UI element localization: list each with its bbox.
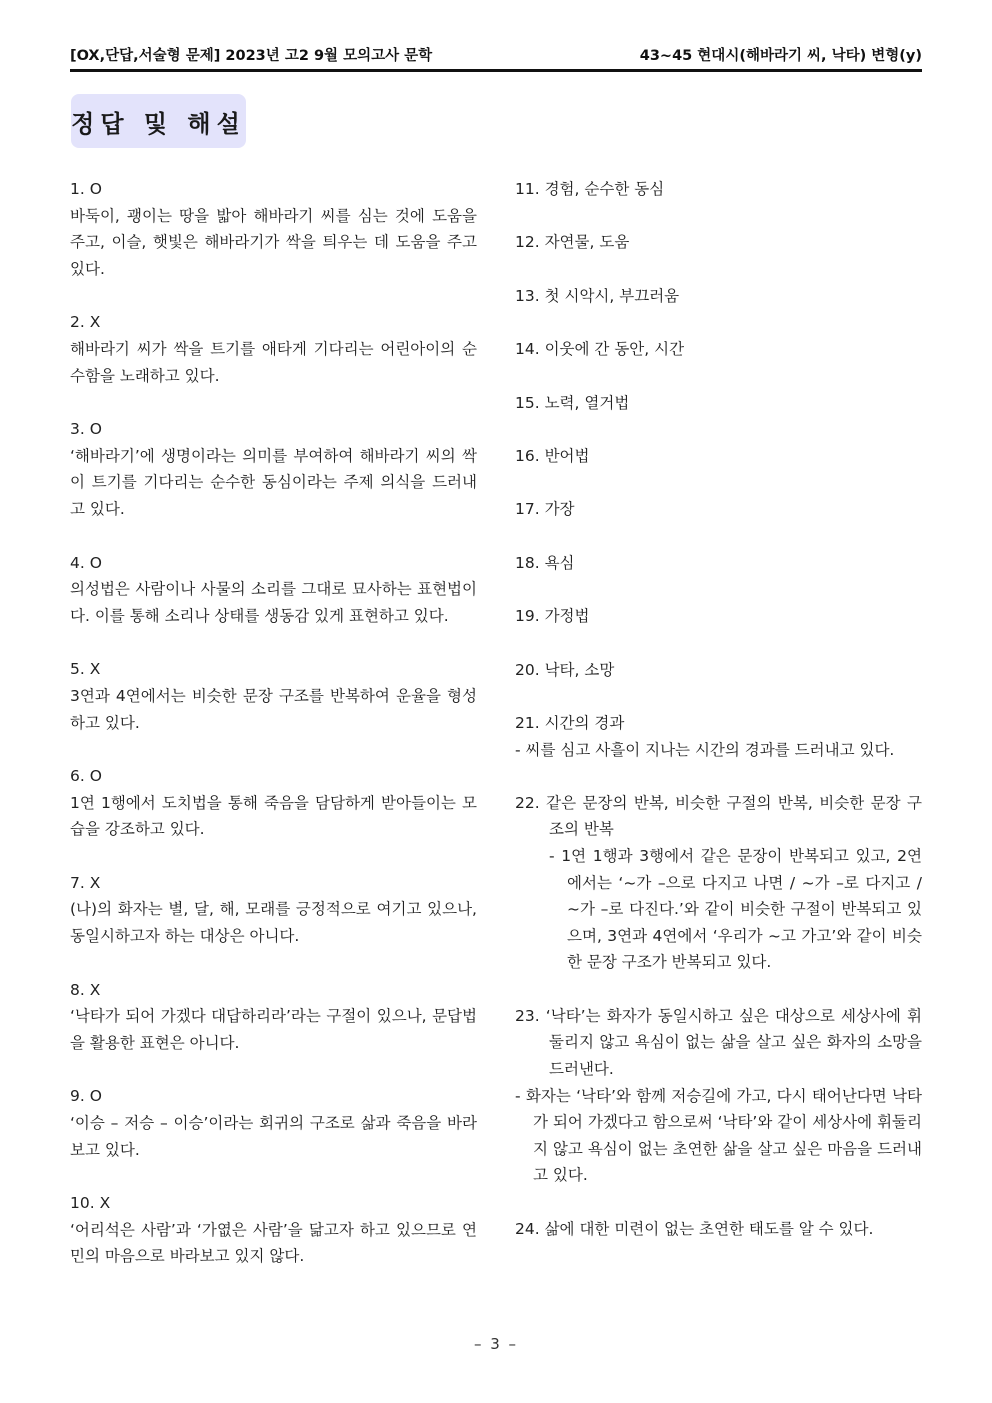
answer-item-12: 12. 자연물, 도움 xyxy=(515,233,630,252)
answer-explanation: 의성법은 사람이나 사물의 소리를 그대로 묘사하는 표현법이다. 이를 통해 소리나 상태를 생동감 있게 표현하고 있다. xyxy=(70,580,477,625)
answer-explanation: (나)의 화자는 별, 달, 해, 모래를 긍정적으로 여기고 있으나, 동일시하고자 하는 대상은 아니다. xyxy=(70,900,477,946)
answer-item-5 xyxy=(70,656,477,736)
answer-explanation: 해바라기 씨가 싹을 트기를 애타게 기다리는 어린아이의 순수함을 노래하고 있다. xyxy=(70,339,477,385)
answer-number: 3. O xyxy=(70,420,102,439)
answer-explanation: - 화자는 ‘낙타’와 함께 저승길에 가고, 다시 태어난다면 낙타가 되어 가겠다고 함으로써 ‘낙타’와 같이 세상사에 휘둘리지 않고 욕심이 없는 초연한 삶을 살고 싶은 마음을 드러내고 있다. xyxy=(515,1086,922,1185)
header-divider xyxy=(70,69,922,72)
answer-item-11: 11. 경험, 순수한 동심 xyxy=(515,180,665,198)
answer-number: 9. O xyxy=(70,1087,102,1106)
answer-item-3 xyxy=(70,416,477,522)
answer-item-16: 16. 반어법 xyxy=(515,446,590,465)
answer-number: 2. X xyxy=(70,313,101,332)
answer-item-22 xyxy=(515,790,922,976)
page-number: – 3 – xyxy=(473,1335,519,1353)
answer-number: 6. O xyxy=(70,767,102,786)
answer-explanation: ‘이승 – 저승 – 이승’이라는 회귀의 구조로 삶과 죽음을 바라보고 있다. xyxy=(70,1114,477,1159)
answer-number: 4. O xyxy=(70,553,102,572)
answer-heading: 22. 같은 문장의 반복, 비슷한 구절의 반복, 비슷한 문장 구조의 반복 xyxy=(515,793,922,839)
answer-heading: 23. ‘낙타’는 화자가 동일시하고 싶은 대상으로 세상사에 휘둘리지 않고 욕심이 없는 삶을 살고 싶은 화자의 소망을 드러낸다. xyxy=(515,1006,922,1079)
answer-item-24: 24. 삶에 대한 미련이 없는 초연한 태도를 알 수 있다. xyxy=(515,1219,874,1238)
answer-item-20: 20. 낙타, 소망 xyxy=(515,660,615,679)
answer-number: 5. X xyxy=(70,660,101,679)
answer-item-1 xyxy=(70,176,477,282)
answer-item-13: 13. 첫 시악시, 부끄러움 xyxy=(515,286,680,305)
answer-item-21 xyxy=(515,710,922,763)
answer-item-9 xyxy=(70,1083,477,1163)
page-title: 정답 및 해설 xyxy=(71,109,246,138)
answer-item-7 xyxy=(70,870,477,950)
answer-item-14: 14. 이웃에 간 동안, 시간 xyxy=(515,340,685,359)
answer-item-23 xyxy=(515,1003,922,1189)
answer-explanation: ‘낙타가 되어 가겠다 대답하리라’라는 구절이 있으나, 문답법을 활용한 표현은 아니다. xyxy=(70,1007,477,1052)
answer-item-10 xyxy=(70,1190,477,1270)
answer-explanation: ‘어리석은 사람’과 ‘가엾은 사람’을 닮고자 하고 있으므로 연민의 마음으로 바라보고 있지 않다. xyxy=(70,1220,477,1266)
header-section-title: 43~45 현대시(해바라기 씨, 낙타) 변형(y) xyxy=(639,48,922,64)
answer-item-15: 15. 노력, 열거법 xyxy=(515,393,630,412)
answer-item-6 xyxy=(70,763,477,843)
answer-number: 1. O xyxy=(70,180,102,198)
answer-item-18: 18. 욕심 xyxy=(515,553,575,572)
page-header xyxy=(70,44,922,66)
answer-item-2 xyxy=(70,309,477,389)
answer-item-17: 17. 가장 xyxy=(515,500,575,519)
answer-item-19: 19. 가정법 xyxy=(515,607,590,626)
answer-explanation: 1연 1행에서 도치법을 통해 죽음을 담담하게 받아들이는 모습을 강조하고 있다. xyxy=(70,793,477,839)
header-exam-title: [OX,단답,서술형 문제] 2023년 고2 9월 모의고사 문학 xyxy=(70,48,433,64)
answer-number: 8. X xyxy=(70,980,101,999)
answer-explanation: - 씨를 심고 사흘이 지나는 시간의 경과를 드러내고 있다. xyxy=(515,740,895,759)
answer-item-4 xyxy=(70,550,477,630)
answer-number: 21. 시간의 경과 xyxy=(515,713,625,732)
answer-title-box xyxy=(71,94,246,148)
answer-number: 7. X xyxy=(70,873,101,892)
answer-item-8 xyxy=(70,977,477,1057)
answer-explanation: 바둑이, 괭이는 땅을 밟아 해바라기 씨를 심는 것에 도움을 주고, 이슬, 햇빛은 해바라기가 싹을 틔우는 데 도움을 주고 있다. xyxy=(70,206,477,278)
right-answer-column xyxy=(515,176,922,1242)
answer-number: 10. X xyxy=(70,1194,111,1213)
answer-explanation: ‘해바라기’에 생명이라는 의미를 부여하여 해바라기 씨의 싹이 트기를 기다리는 순수한 동심이라는 주제 의식을 드러내고 있다. xyxy=(70,446,477,518)
answer-explanation: - 1연 1행과 3행에서 같은 문장이 반복되고 있고, 2연에서는 ‘~가 –으로 다지고 나면 / ~가 –로 다지고 / ~가 –로 다진다.’와 같이 비슷한 구절이 반복되고 있으며, 3연과 4연에서 ‘우리가 ~고 가고’와 같이 비슷한 문장 구조가 반복되고 있다. xyxy=(549,847,922,972)
answer-explanation: 3연과 4연에서는 비슷한 문장 구조를 반복하여 운율을 형성하고 있다. xyxy=(70,686,477,732)
left-answer-column xyxy=(70,176,477,1297)
